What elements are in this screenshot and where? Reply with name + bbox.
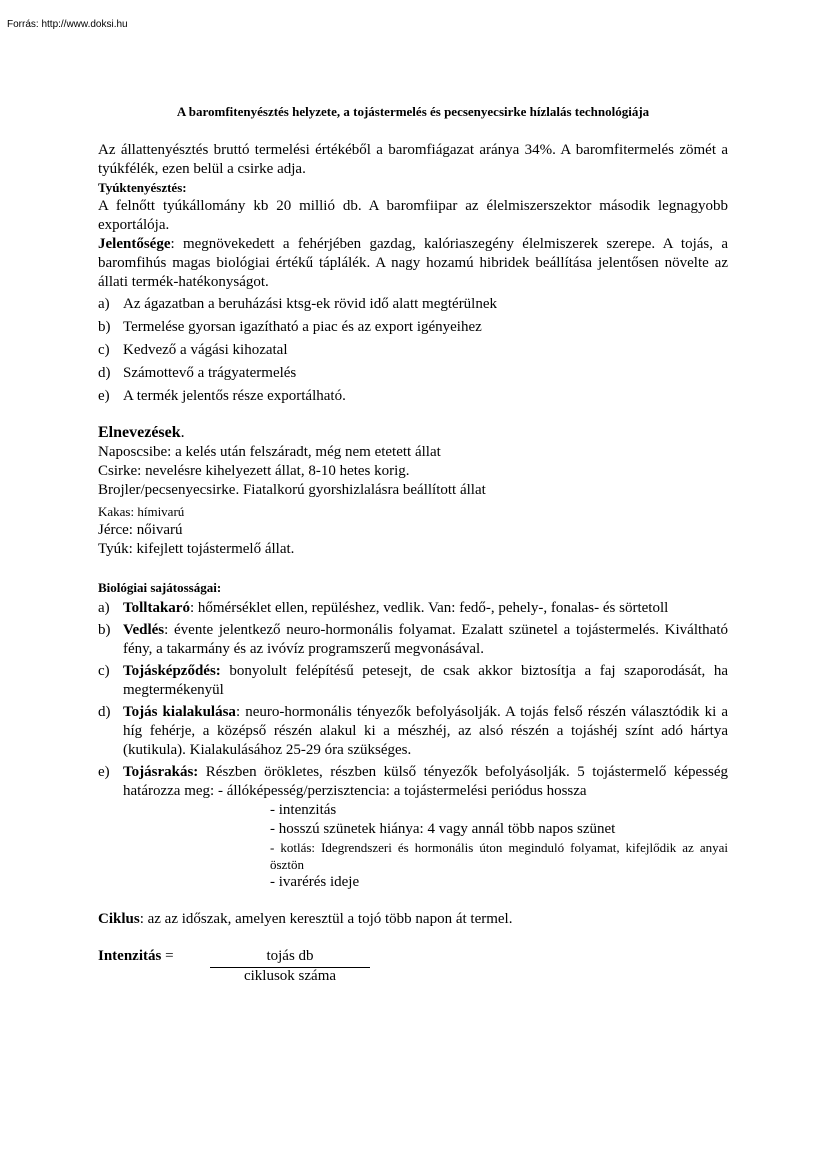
names-line-tyuk: Tyúk: kifejlett tojástermelő állat. — [98, 541, 295, 557]
names-line-jerce: Jérce: nőivarú — [98, 522, 183, 538]
names-line: Csirke: nevelésre kihelyezett állat, 8-10 hetes korig. — [98, 463, 410, 479]
bio-item-label: Tojásrakás: — [123, 764, 199, 780]
sub-item: - hosszú szünetek hiánya: 4 vagy annál több napos szünet — [270, 821, 616, 837]
list-item — [98, 387, 728, 406]
tyuk-paragraph: A felnőtt tyúkállomány kb 20 millió db. A baromfiipar az élelmiszerszektor második legnagyobb exportálója. — [98, 198, 728, 233]
list-item-text: Kedvező a vágási kihozatal — [123, 342, 288, 358]
intensity-fraction — [210, 947, 370, 985]
sub-item: - ivarérés ideje — [270, 874, 360, 890]
bio-item-label: Vedlés — [123, 622, 165, 638]
list-item-text: Termelése gyorsan igazítható a piac és az export igényeihez — [123, 319, 482, 335]
page-title: A baromfitenyésztés helyzete, a tojástermelés és pecsenyecsirke hízlalás technológiája — [176, 104, 650, 119]
list-item-text: Az ágazatban a beruházási ktsg-ek rövid idő alatt megtérülnek — [123, 296, 498, 312]
bio-item-text: : évente jelentkező neuro-hormonális folyamat. Ezalatt szünetel a tojástermelés. Kiváltható fény, a takarmány és az ivóvíz programszerű megvonásával. — [123, 622, 728, 657]
significance-label: Jelentősége — [98, 236, 171, 252]
names-line: Naposcsibe: a kelés után felszáradt, még nem etetett állat — [98, 444, 441, 460]
names-line-kakas: Kakas: hímivarú — [98, 504, 185, 519]
bio-item-text: bonyolult felépítésű petesejt, de csak akkor biztosítja a faj szaporodását, ha megtermékenyül — [123, 663, 728, 698]
list-marker: e) — [98, 764, 110, 780]
intensity-formula — [98, 947, 728, 987]
cycle-label: Ciklus — [98, 911, 140, 927]
document-body — [98, 141, 728, 987]
list-marker: b) — [98, 622, 111, 638]
list-marker: d) — [98, 704, 111, 720]
names-heading-period: . — [180, 424, 185, 441]
names-heading — [98, 423, 728, 443]
source-line: Forrás: http://www.doksi.hu — [7, 19, 128, 30]
list-marker: a) — [98, 296, 110, 312]
intro-paragraph: Az állattenyésztés bruttó termelési értékéből a baromfiágazat aránya 34%. A baromfitermelés zömét a tyúkfélék, ezen belül a csirke adja. — [98, 142, 728, 177]
list-item-text: Számottevő a trágyatermelés — [123, 365, 297, 381]
intensity-label-wrap — [98, 947, 174, 966]
list-marker: c) — [98, 342, 110, 358]
list-marker: e) — [98, 388, 110, 404]
names-heading-text: Elnevezések — [98, 424, 181, 441]
advantages-list — [98, 295, 728, 406]
significance-text: : megnövekedett a fehérjében gazdag, kalóriaszegény élelmiszerek szerepe. A tojás, a baromfihús magas biológiai értékű táplálék. A nagy hozamú hibridek beállítása jelentősen növelte az állati termék-hatékonyságot. — [98, 236, 728, 290]
list-item — [98, 341, 728, 360]
sub-item: - intenzitás — [270, 802, 337, 818]
cycle-text: : az az időszak, amelyen keresztül a tojó több napon át termel. — [139, 911, 513, 927]
sub-item-small: - kotlás: Idegrendszeri és hormonális úton meginduló folyamat, kifejlődik az anyai ösztön — [270, 840, 728, 872]
bio-item-label: Tolltakaró — [123, 600, 190, 616]
bio-list — [98, 599, 728, 892]
intensity-label: Intenzitás — [98, 948, 162, 964]
list-marker: a) — [98, 600, 110, 616]
names-line: Brojler/pecsenyecsirke. Fiatalkorú gyorshizlalásra beállított állat — [98, 482, 486, 498]
list-marker: c) — [98, 663, 110, 679]
bio-heading: Biológiai sajátosságai: — [98, 580, 222, 595]
list-item — [98, 599, 728, 618]
list-item — [98, 295, 728, 314]
bio-item-text: : neuro-hormonális tényezők befolyásolják. A tojás felső részén választódik ki a híg fehérje, a középső részén alakul ki a mészhéj, az alsó részén a tojáshéj színt adó hártya (kutikula). Kialakulásához 25-29 óra szükséges. — [123, 704, 729, 758]
list-item — [98, 703, 728, 760]
bio-item-label: Tojás kialakulása — [123, 704, 236, 720]
list-marker: b) — [98, 319, 111, 335]
tyuk-heading: Tyúktenyésztés: — [98, 180, 187, 195]
list-marker: d) — [98, 365, 111, 381]
list-item — [98, 364, 728, 383]
list-item — [98, 763, 728, 892]
fraction-denominator: ciklusok száma — [243, 968, 337, 984]
bio-item-label: Tojásképződés: — [123, 663, 221, 679]
cycle-definition — [98, 910, 728, 929]
list-item — [98, 621, 728, 659]
list-item-text: A termék jelentős része exportálható. — [123, 388, 346, 404]
intensity-equals: = — [161, 948, 174, 964]
significance-paragraph — [98, 235, 728, 292]
bio-item-text: Részben örökletes, részben külső tényezők befolyásolják. 5 tojástermelő képesség határozza meg: - állóképesség/perzisztencia: a tojástermelési periódus hossza — [123, 764, 728, 799]
list-item — [98, 318, 728, 337]
list-item — [98, 662, 728, 700]
bio-item-text: : hőmérséklet ellen, repüléshez, vedlik. Van: fedő-, pehely-, fonalas- és sörtetoll — [189, 600, 669, 616]
fraction-numerator: tojás db — [210, 947, 370, 968]
